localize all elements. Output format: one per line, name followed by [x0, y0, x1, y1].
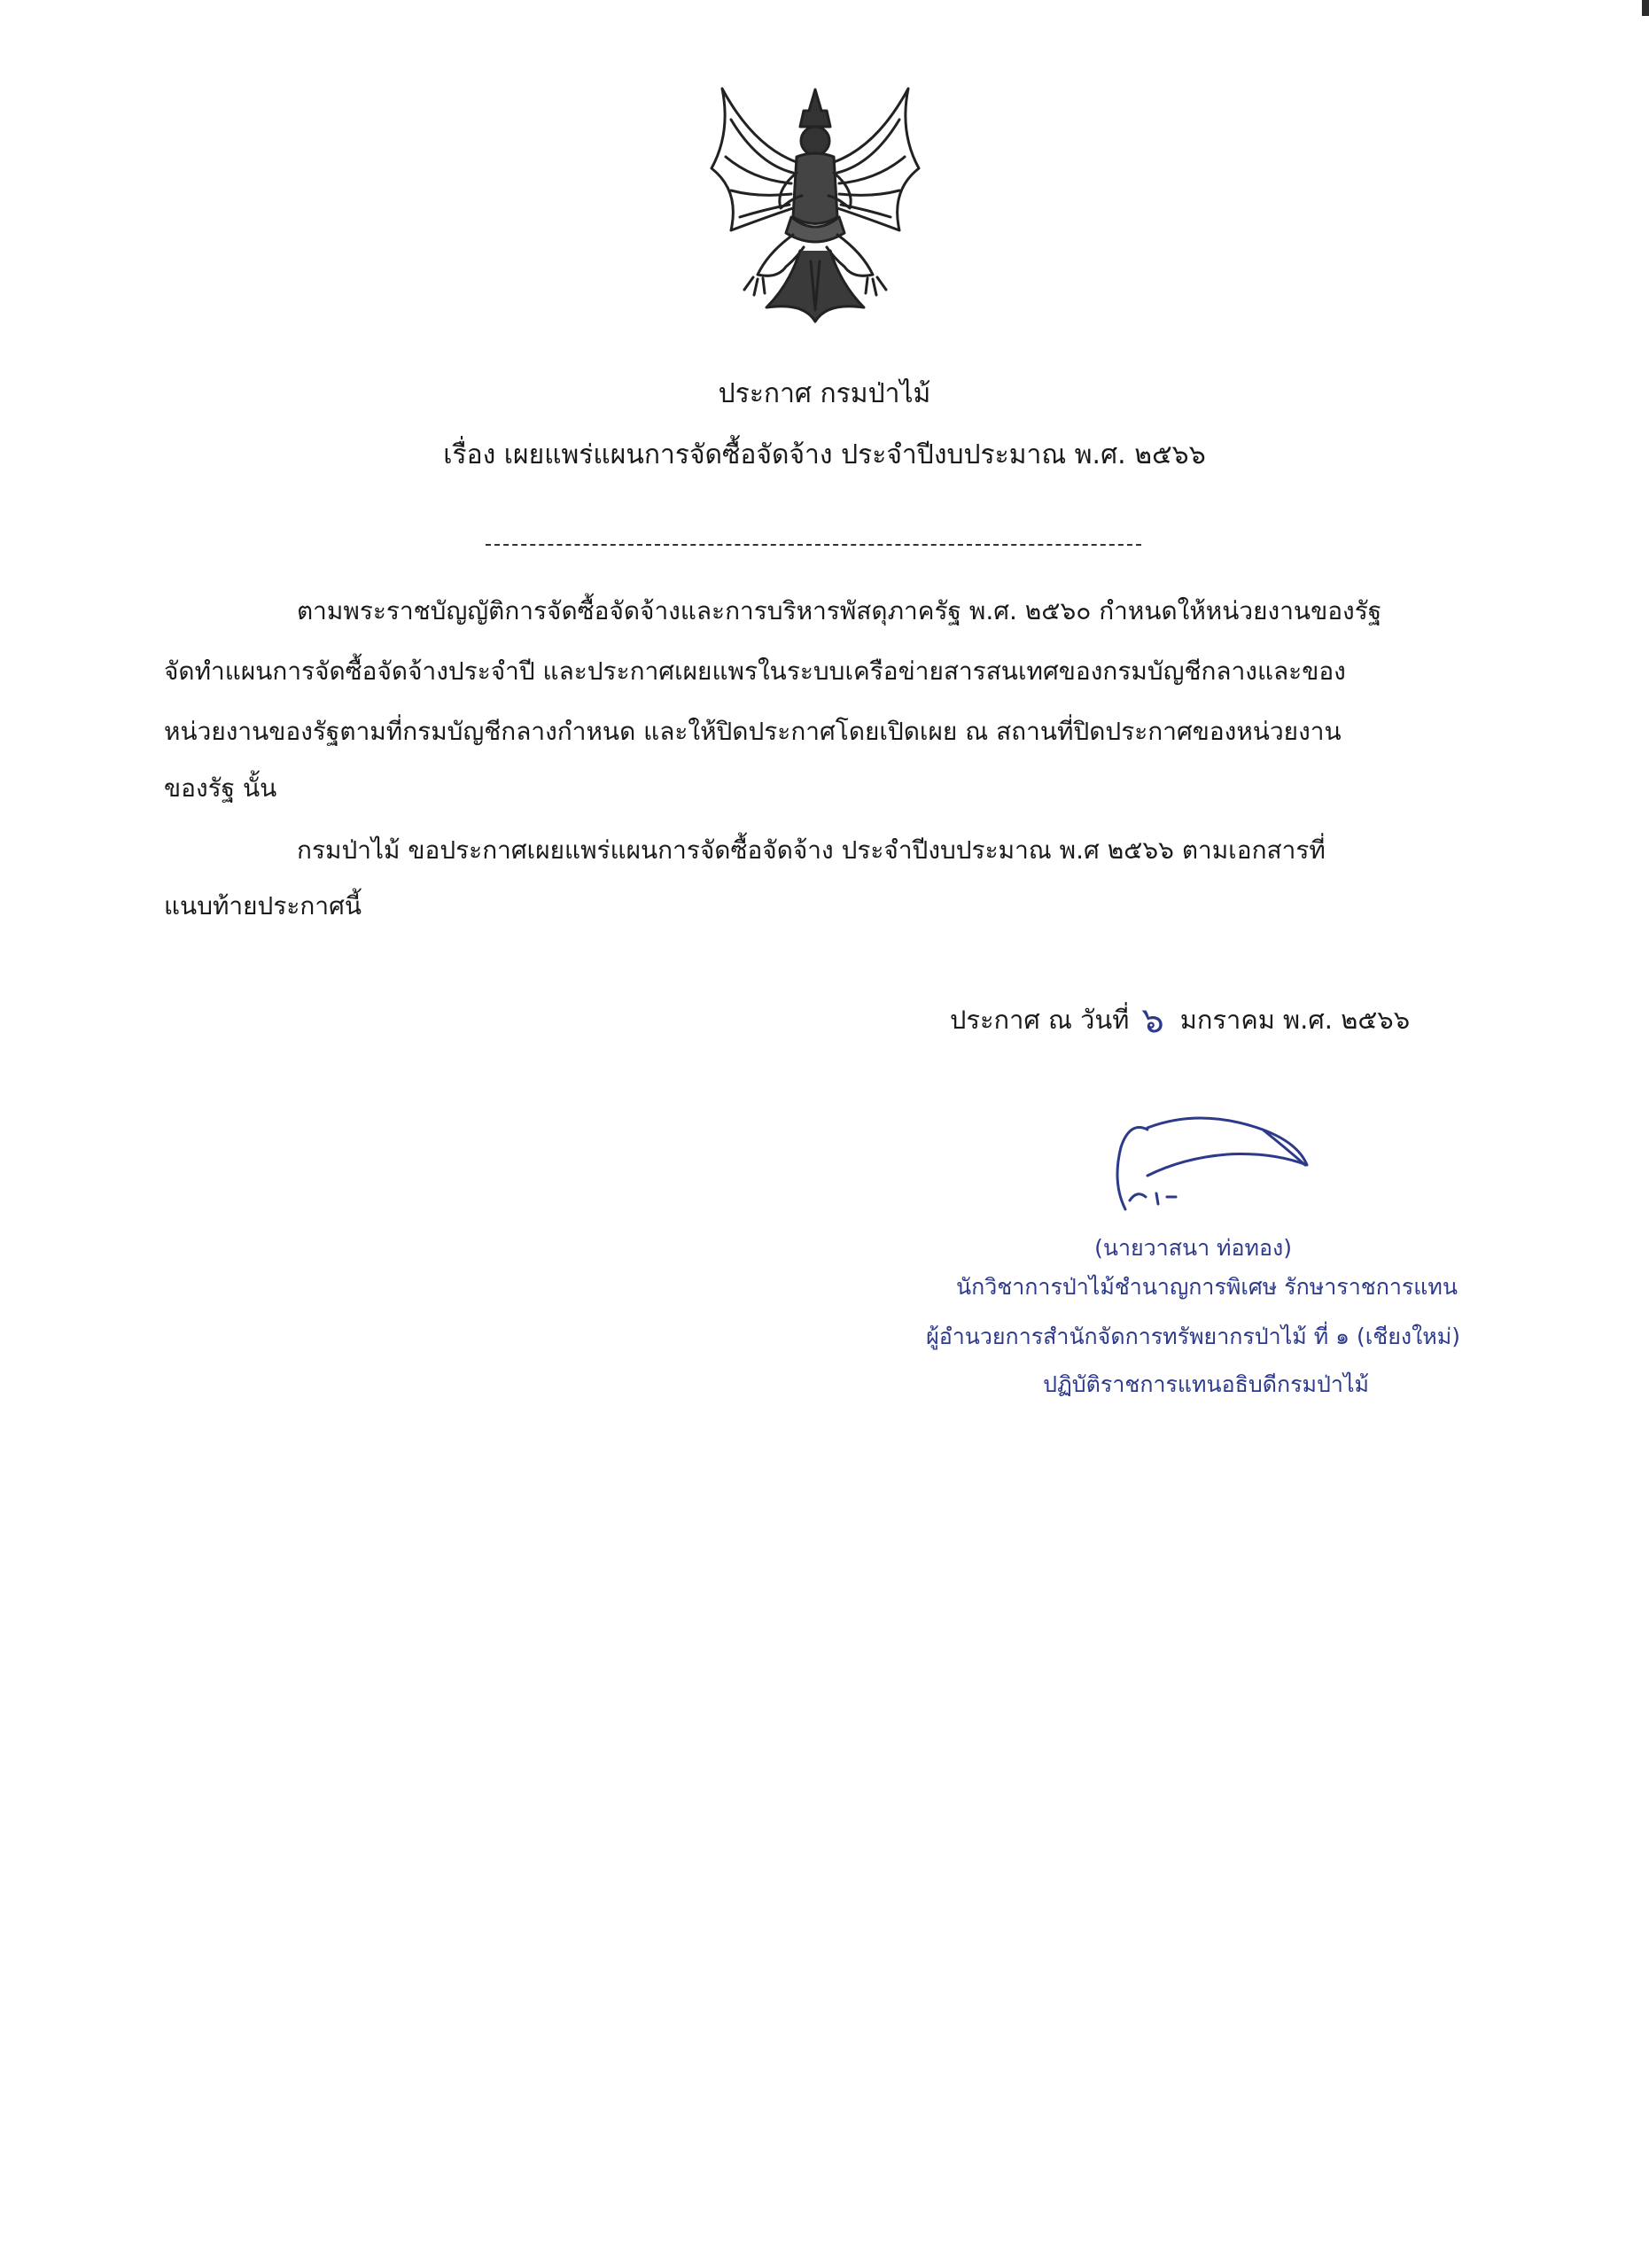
signer-position-1: นักวิชาการป่าไม้ชำนาญการพิเศษ รักษาราชการแทน — [956, 1274, 1458, 1300]
announcement-date — [950, 1001, 1410, 1039]
date-day-handwritten: ๖ — [1141, 1000, 1164, 1041]
signer-position-3: ปฏิบัติราชการแทนอธิบดีกรมป่าไม้ — [1043, 1371, 1369, 1397]
signer-name: (นายวาสนา ท่อทอง) — [1094, 1235, 1292, 1261]
paragraph-2-line-2: แนบท้ายประกาศนี้ — [164, 891, 362, 920]
date-month-year: มกราคม พ.ศ. ๒๕๖๖ — [1179, 1005, 1411, 1035]
separator-line — [486, 544, 1141, 546]
scan-edge-mark — [1642, 0, 1649, 16]
paragraph-1-line-1: ตามพระราชบัญญัติการจัดซื้อจัดจ้างและการบริหารพัสดุภาครัฐ พ.ศ. ๒๕๖๐ กำหนดให้หน่วยงานของรัฐ — [297, 596, 1382, 625]
paragraph-1-line-3: หน่วยงานของรัฐตามที่กรมบัญชีกลางกำหนด และให้ปิดประกาศโดยเปิดเผย ณ สถานที่ปิดประกาศของหน่วยงาน — [164, 717, 1342, 746]
signer-position-2: ผู้อำนวยการสำนักจัดการทรัพยากรป่าไม้ ที่ ๑ (เชียงใหม่) — [926, 1324, 1460, 1349]
paragraph-1-line-4: ของรัฐ นั้น — [164, 773, 277, 803]
announcement-title: ประกาศ กรมป่าไม้ — [718, 378, 931, 409]
paragraph-1-line-2: จัดทำแผนการจัดซื้อจัดจ้างประจำปี และประกาศเผยแพรในระบบเครือข่ายสารสนเทศของกรมบัญชีกลางและของ — [164, 656, 1346, 686]
handwritten-signature — [1094, 1112, 1316, 1227]
garuda-emblem-icon — [704, 84, 926, 328]
announcement-subject: เรื่อง เผยแพร่แผนการจัดซื้อจัดจ้าง ประจำปีงบประมาณ พ.ศ. ๒๕๖๖ — [443, 439, 1206, 470]
paragraph-2-line-1: กรมป่าไม้ ขอประกาศเผยแพร่แผนการจัดซื้อจัดจ้าง ประจำปีงบประมาณ พ.ศ ๒๕๖๖ ตามเอกสารที่ — [297, 835, 1326, 865]
date-prefix: ประกาศ ณ วันที่ — [950, 1005, 1130, 1035]
